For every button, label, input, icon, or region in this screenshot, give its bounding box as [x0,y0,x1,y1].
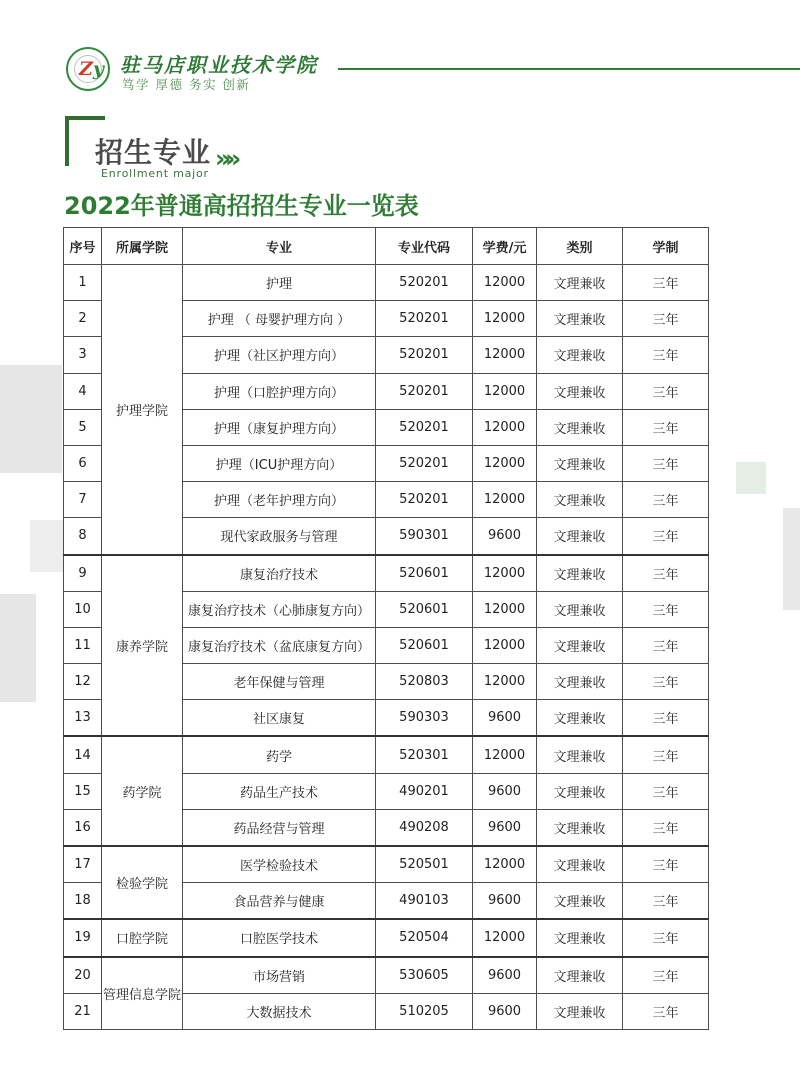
decor-block-left-1 [0,365,62,473]
cell-duration: 三年 [623,993,709,1029]
section-title: 招生专业 [95,136,212,169]
cell-category: 文理兼收 [537,591,623,627]
cell-fee: 9600 [473,518,537,555]
cell-category: 文理兼收 [537,736,623,773]
table-body [64,265,709,1030]
cell-major: 药学 [183,736,376,773]
majors-table [63,227,709,1030]
cell-fee: 12000 [473,664,537,700]
cell-code: 520201 [376,337,473,373]
cell-no: 7 [64,482,102,518]
column-header-major: 专业 [183,228,376,265]
cell-no: 12 [64,664,102,700]
cell-major: 护理（口腔护理方向） [183,373,376,409]
cell-major: 社区康复 [183,700,376,737]
table-row [64,919,709,956]
decor-block-right-1 [736,462,766,494]
cell-fee: 12000 [473,482,537,518]
cell-category: 文理兼收 [537,518,623,555]
cell-category: 文理兼收 [537,337,623,373]
cell-major: 护理（社区护理方向） [183,337,376,373]
cell-category: 文理兼收 [537,957,623,994]
table-row [64,736,709,773]
cell-category: 文理兼收 [537,555,623,592]
cell-code: 520201 [376,445,473,481]
school-logo-mark: Zy [79,58,104,80]
cell-duration: 三年 [623,809,709,846]
cell-college: 检验学院 [102,846,183,919]
cell-major: 现代家政服务与管理 [183,518,376,555]
cell-duration: 三年 [623,736,709,773]
cell-no: 8 [64,518,102,555]
cell-fee: 9600 [473,700,537,737]
cell-no: 4 [64,373,102,409]
column-header-no: 序号 [64,228,102,265]
column-header-college: 所属学院 [102,228,183,265]
school-logo [66,47,110,91]
cell-no: 18 [64,883,102,920]
cell-category: 文理兼收 [537,993,623,1029]
cell-category: 文理兼收 [537,883,623,920]
cell-duration: 三年 [623,883,709,920]
cell-code: 520504 [376,919,473,956]
section-subtitle: Enrollment major [101,167,209,180]
cell-fee: 12000 [473,736,537,773]
school-name: 驻马店职业技术学院 [120,53,318,77]
cell-duration: 三年 [623,957,709,994]
cell-category: 文理兼收 [537,409,623,445]
cell-no: 3 [64,337,102,373]
cell-no: 1 [64,265,102,301]
cell-fee: 12000 [473,265,537,301]
table-row [64,957,709,994]
cell-major: 护理 [183,265,376,301]
cell-duration: 三年 [623,373,709,409]
cell-code: 520501 [376,846,473,883]
cell-code: 590303 [376,700,473,737]
cell-fee: 12000 [473,445,537,481]
cell-fee: 9600 [473,883,537,920]
column-header-fee: 学费/元 [473,228,537,265]
cell-category: 文理兼收 [537,664,623,700]
cell-fee: 12000 [473,591,537,627]
cell-major: 药品经营与管理 [183,809,376,846]
cell-fee: 12000 [473,627,537,663]
cell-duration: 三年 [623,337,709,373]
cell-duration: 三年 [623,518,709,555]
cell-duration: 三年 [623,627,709,663]
header-divider [338,68,800,70]
cell-category: 文理兼收 [537,809,623,846]
cell-no: 5 [64,409,102,445]
school-motto: 笃学 厚德 务实 创新 [122,77,251,92]
table-row [64,265,709,301]
cell-category: 文理兼收 [537,445,623,481]
cell-code: 520301 [376,736,473,773]
cell-duration: 三年 [623,409,709,445]
cell-no: 14 [64,736,102,773]
page-title: 2022年普通高招招生专业一览表 [64,192,419,220]
cell-no: 9 [64,555,102,592]
column-header-code: 专业代码 [376,228,473,265]
cell-major: 药品生产技术 [183,773,376,809]
double-chevron-right-icon: »» [215,144,236,173]
cell-duration: 三年 [623,445,709,481]
cell-code: 520601 [376,555,473,592]
cell-college: 护理学院 [102,265,183,555]
cell-no: 15 [64,773,102,809]
cell-no: 17 [64,846,102,883]
cell-code: 520601 [376,591,473,627]
cell-major: 护理（老年护理方向） [183,482,376,518]
cell-major: 大数据技术 [183,993,376,1029]
cell-fee: 9600 [473,773,537,809]
cell-duration: 三年 [623,301,709,337]
cell-fee: 12000 [473,919,537,956]
column-header-category: 类别 [537,228,623,265]
cell-fee: 12000 [473,337,537,373]
cell-no: 19 [64,919,102,956]
cell-college: 管理信息学院 [102,957,183,1030]
cell-code: 590301 [376,518,473,555]
cell-duration: 三年 [623,591,709,627]
cell-duration: 三年 [623,846,709,883]
cell-code: 530605 [376,957,473,994]
cell-no: 21 [64,993,102,1029]
cell-category: 文理兼收 [537,700,623,737]
cell-major: 口腔医学技术 [183,919,376,956]
cell-duration: 三年 [623,919,709,956]
cell-major: 护理（康复护理方向） [183,409,376,445]
column-header-duration: 学制 [623,228,709,265]
cell-no: 6 [64,445,102,481]
cell-fee: 12000 [473,301,537,337]
cell-code: 520601 [376,627,473,663]
cell-duration: 三年 [623,773,709,809]
cell-fee: 12000 [473,555,537,592]
cell-category: 文理兼收 [537,301,623,337]
cell-duration: 三年 [623,265,709,301]
decor-block-left-2 [30,520,64,572]
cell-no: 20 [64,957,102,994]
cell-fee: 12000 [473,846,537,883]
cell-code: 520201 [376,373,473,409]
cell-fee: 12000 [473,409,537,445]
cell-duration: 三年 [623,555,709,592]
cell-code: 490208 [376,809,473,846]
cell-fee: 9600 [473,957,537,994]
cell-code: 490201 [376,773,473,809]
cell-code: 510205 [376,993,473,1029]
cell-major: 护理（ICU护理方向） [183,445,376,481]
cell-category: 文理兼收 [537,482,623,518]
decor-block-left-3 [0,594,36,702]
cell-code: 520201 [376,301,473,337]
cell-major: 护理 （ 母婴护理方向 ） [183,301,376,337]
cell-college: 药学院 [102,736,183,846]
cell-duration: 三年 [623,700,709,737]
cell-fee: 9600 [473,809,537,846]
cell-code: 520201 [376,265,473,301]
cell-no: 10 [64,591,102,627]
cell-no: 11 [64,627,102,663]
cell-category: 文理兼收 [537,919,623,956]
table-row [64,555,709,592]
decor-block-right-2 [783,508,800,610]
cell-major: 康复治疗技术（心肺康复方向） [183,591,376,627]
cell-duration: 三年 [623,664,709,700]
cell-college: 康养学院 [102,555,183,737]
cell-major: 市场营销 [183,957,376,994]
cell-code: 520803 [376,664,473,700]
cell-major: 康复治疗技术（盆底康复方向） [183,627,376,663]
cell-major: 康复治疗技术 [183,555,376,592]
cell-fee: 12000 [473,373,537,409]
cell-major: 医学检验技术 [183,846,376,883]
cell-code: 490103 [376,883,473,920]
cell-category: 文理兼收 [537,773,623,809]
cell-fee: 9600 [473,993,537,1029]
cell-college: 口腔学院 [102,919,183,956]
cell-major: 食品营养与健康 [183,883,376,920]
cell-category: 文理兼收 [537,627,623,663]
cell-category: 文理兼收 [537,846,623,883]
cell-duration: 三年 [623,482,709,518]
cell-code: 520201 [376,409,473,445]
cell-no: 16 [64,809,102,846]
cell-major: 老年保健与管理 [183,664,376,700]
cell-category: 文理兼收 [537,373,623,409]
cell-code: 520201 [376,482,473,518]
table-header-row [64,228,709,265]
table-row [64,846,709,883]
cell-no: 13 [64,700,102,737]
cell-category: 文理兼收 [537,265,623,301]
cell-no: 2 [64,301,102,337]
